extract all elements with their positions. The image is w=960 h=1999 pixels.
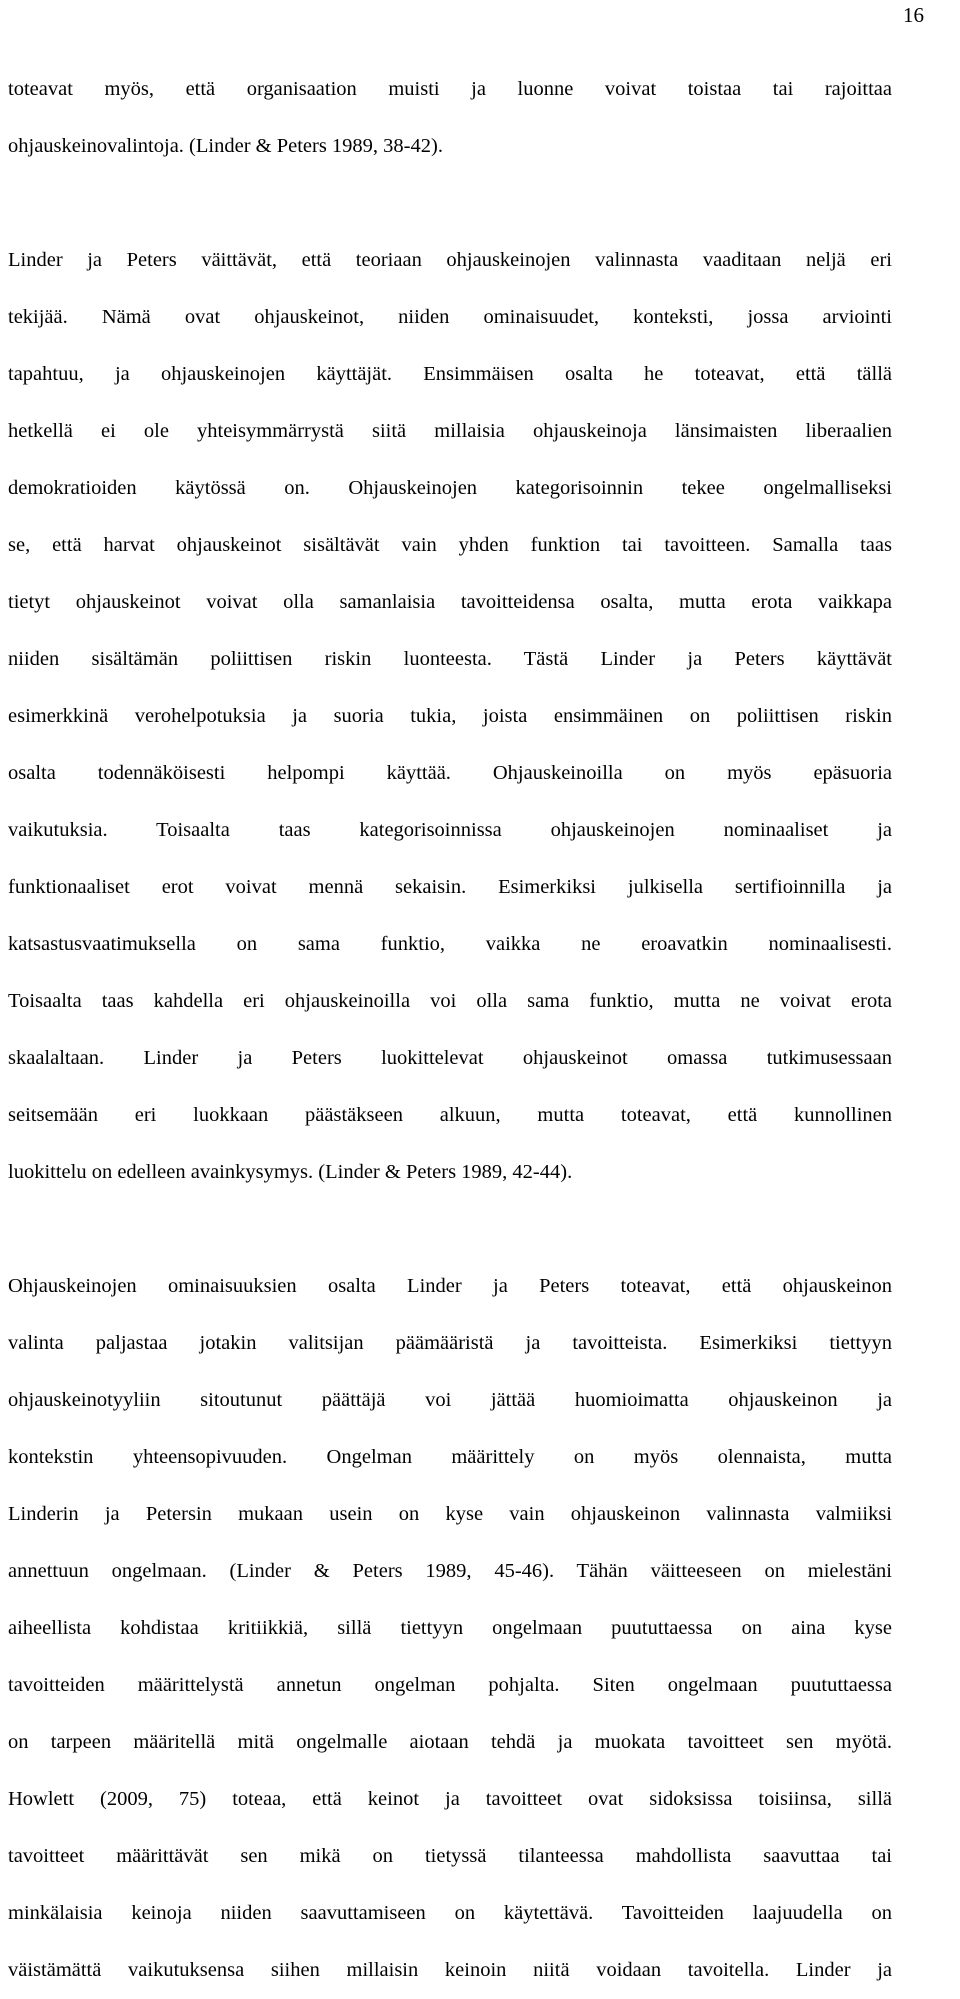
text-line: niiden sisältämän poliittisen riskin luonteesta. Tästä Linder ja Peters käyttävät — [8, 648, 892, 670]
text-line: funktionaaliset erot voivat mennä sekaisin. Esimerkiksi julkisella sertifioinnilla ja — [8, 876, 892, 898]
text-line: toteavat myös, että organisaation muisti ja luonne voivat toistaa tai rajoittaa — [8, 78, 892, 100]
text-line: Ohjauskeinojen ominaisuuksien osalta Linder ja Peters toteavat, että ohjauskeinon — [8, 1275, 892, 1297]
body-text — [8, 61, 892, 1999]
text-line: Linder ja Peters väittävät, että teoriaan ohjauskeinojen valinnasta vaaditaan neljä eri — [8, 249, 892, 271]
text-line: tavoitteet määrittävät sen mikä on tietyssä tilanteessa mahdollista saavuttaa tai — [8, 1845, 892, 1867]
page-number: 16 — [903, 3, 924, 27]
paragraph-gap — [8, 175, 892, 232]
text-line: demokratioiden käytössä on. Ohjauskeinojen kategorisoinnin tekee ongelmalliseksi — [8, 477, 892, 499]
paragraph — [8, 232, 892, 1201]
text-line: aiheellista kohdistaa kritiikkiä, sillä tiettyyn ongelmaan puututtaessa on aina kyse — [8, 1617, 892, 1639]
paragraph — [8, 1258, 892, 1999]
text-line: osalta todennäköisesti helpompi käyttää. Ohjauskeinoilla on myös epäsuoria — [8, 762, 892, 784]
text-line: Toisaalta taas kahdella eri ohjauskeinoilla voi olla sama funktio, mutta ne voivat erota — [8, 990, 892, 1012]
text-line: on tarpeen määritellä mitä ongelmalle aiotaan tehdä ja muokata tavoitteet sen myötä. — [8, 1731, 892, 1753]
text-line: luokittelu on edelleen avainkysymys. (Linder & Peters 1989, 42-44). — [8, 1161, 573, 1183]
text-line: kontekstin yhteensopivuuden. Ongelman määrittely on myös olennaista, mutta — [8, 1446, 892, 1468]
text-line: skaalaltaan. Linder ja Peters luokittelevat ohjauskeinot omassa tutkimusessaan — [8, 1047, 892, 1069]
text-line: tekijää. Nämä ovat ohjauskeinot, niiden ominaisuudet, konteksti, jossa arviointi — [8, 306, 892, 328]
text-line: valinta paljastaa jotakin valitsijan päämääristä ja tavoitteista. Esimerkiksi tiettyyn — [8, 1332, 892, 1354]
text-line: tapahtuu, ja ohjauskeinojen käyttäjät. Ensimmäisen osalta he toteavat, että tällä — [8, 363, 892, 385]
text-line: tietyt ohjauskeinot voivat olla samanlaisia tavoitteidensa osalta, mutta erota vaikkapa — [8, 591, 892, 613]
text-line: väistämättä vaikutuksensa siihen millaisin keinoin niitä voidaan tavoitella. Linder ja — [8, 1959, 892, 1981]
text-line: hetkellä ei ole yhteisymmärrystä siitä millaisia ohjauskeinoja länsimaisten liberaalien — [8, 420, 892, 442]
text-line: katsastusvaatimuksella on sama funktio, vaikka ne eroavatkin nominaalisesti. — [8, 933, 892, 955]
text-line: vaikutuksia. Toisaalta taas kategorisoinnissa ohjauskeinojen nominaaliset ja — [8, 819, 892, 841]
paragraph — [8, 61, 892, 175]
text-line: tavoitteiden määrittelystä annetun ongelman pohjalta. Siten ongelmaan puututtaessa — [8, 1674, 892, 1696]
text-line: ohjauskeinotyyliin sitoutunut päättäjä voi jättää huomioimatta ohjauskeinon ja — [8, 1389, 892, 1411]
text-line: ohjauskeinovalintoja. (Linder & Peters 1989, 38-42). — [8, 135, 443, 157]
text-line: minkälaisia keinoja niiden saavuttamiseen on käytettävä. Tavoitteiden laajuudella on — [8, 1902, 892, 1924]
text-line: se, että harvat ohjauskeinot sisältävät vain yhden funktion tai tavoitteen. Samalla taas — [8, 534, 892, 556]
text-line: Howlett (2009, 75) toteaa, että keinot ja tavoitteet ovat sidoksissa toisiinsa, sillä — [8, 1788, 892, 1810]
paragraph-gap — [8, 1201, 892, 1258]
text-line: seitsemään eri luokkaan päästäkseen alkuun, mutta toteavat, että kunnollinen — [8, 1104, 892, 1126]
text-line: annettuun ongelmaan. (Linder & Peters 1989, 45-46). Tähän väitteeseen on mielestäni — [8, 1560, 892, 1582]
text-line: Linderin ja Petersin mukaan usein on kyse vain ohjauskeinon valinnasta valmiiksi — [8, 1503, 892, 1525]
text-line: esimerkkinä verohelpotuksia ja suoria tukia, joista ensimmäinen on poliittisen riskin — [8, 705, 892, 727]
